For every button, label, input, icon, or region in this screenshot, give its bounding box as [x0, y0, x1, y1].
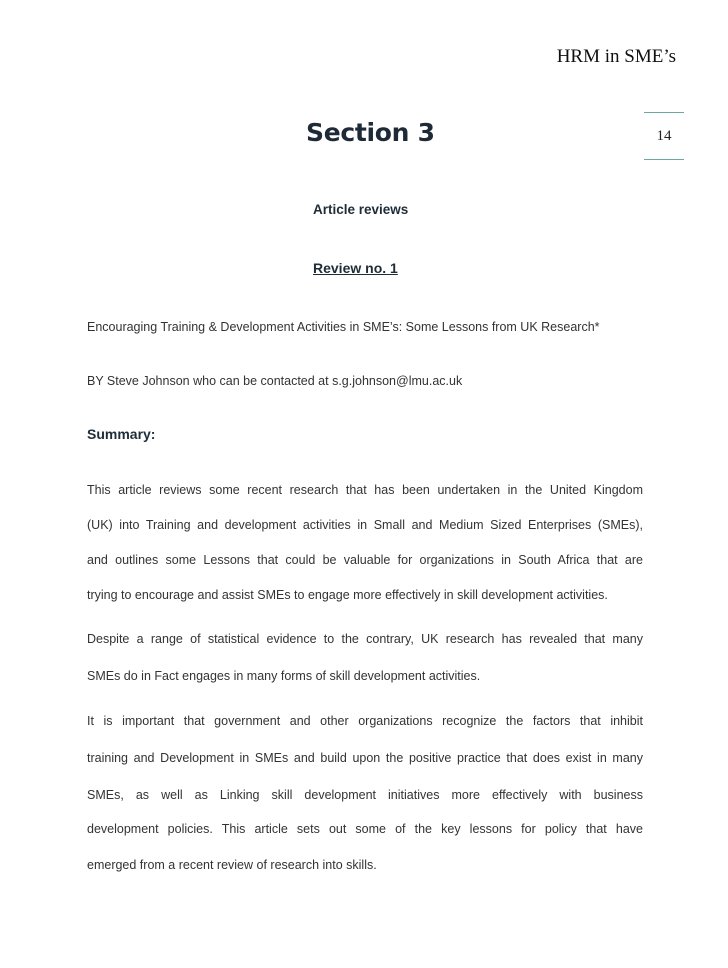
article-title: Encouraging Training & Development Activities in SME’s: Some Lessons from UK Research*: [87, 320, 600, 334]
article-byline: BY Steve Johnson who can be contacted at s.g.johnson@lmu.ac.uk: [87, 374, 463, 388]
paragraph-line: development policies. This article sets out some of the key lessons for policy that have: [87, 822, 643, 836]
paragraph-line: Despite a range of statistical evidence to the contrary, UK research has revealed that many: [87, 632, 643, 646]
paragraph-line: (UK) into Training and development activities in Small and Medium Sized Enterprises (SMEs),: [87, 518, 643, 532]
review-label: Review no. 1: [313, 260, 398, 276]
section-subtitle: Article reviews: [313, 202, 409, 217]
section-title: Section 3: [306, 118, 435, 147]
summary-heading: Summary:: [87, 426, 156, 442]
paragraph-line: SMEs do in Fact engages in many forms of skill development activities.: [87, 669, 481, 683]
paragraph-line: and outlines some Lessons that could be valuable for organizations in South Africa that are: [87, 553, 643, 567]
running-header: HRM in SME’s: [556, 46, 676, 67]
paragraph-line: emerged from a recent review of research into skills.: [87, 858, 377, 872]
paragraph-line: training and Development in SMEs and build upon the positive practice that does exist in many: [87, 751, 643, 765]
paragraph-line: This article reviews some recent research that has been undertaken in the United Kingdom: [87, 483, 643, 497]
paragraph-line: It is important that government and other organizations recognize the factors that inhibit: [87, 714, 643, 728]
page-number: 14: [644, 112, 684, 160]
paragraph-line: trying to encourage and assist SMEs to engage more effectively in skill development activities.: [87, 588, 608, 602]
paragraph-line: SMEs, as well as Linking skill development initiatives more effectively with business: [87, 788, 643, 802]
